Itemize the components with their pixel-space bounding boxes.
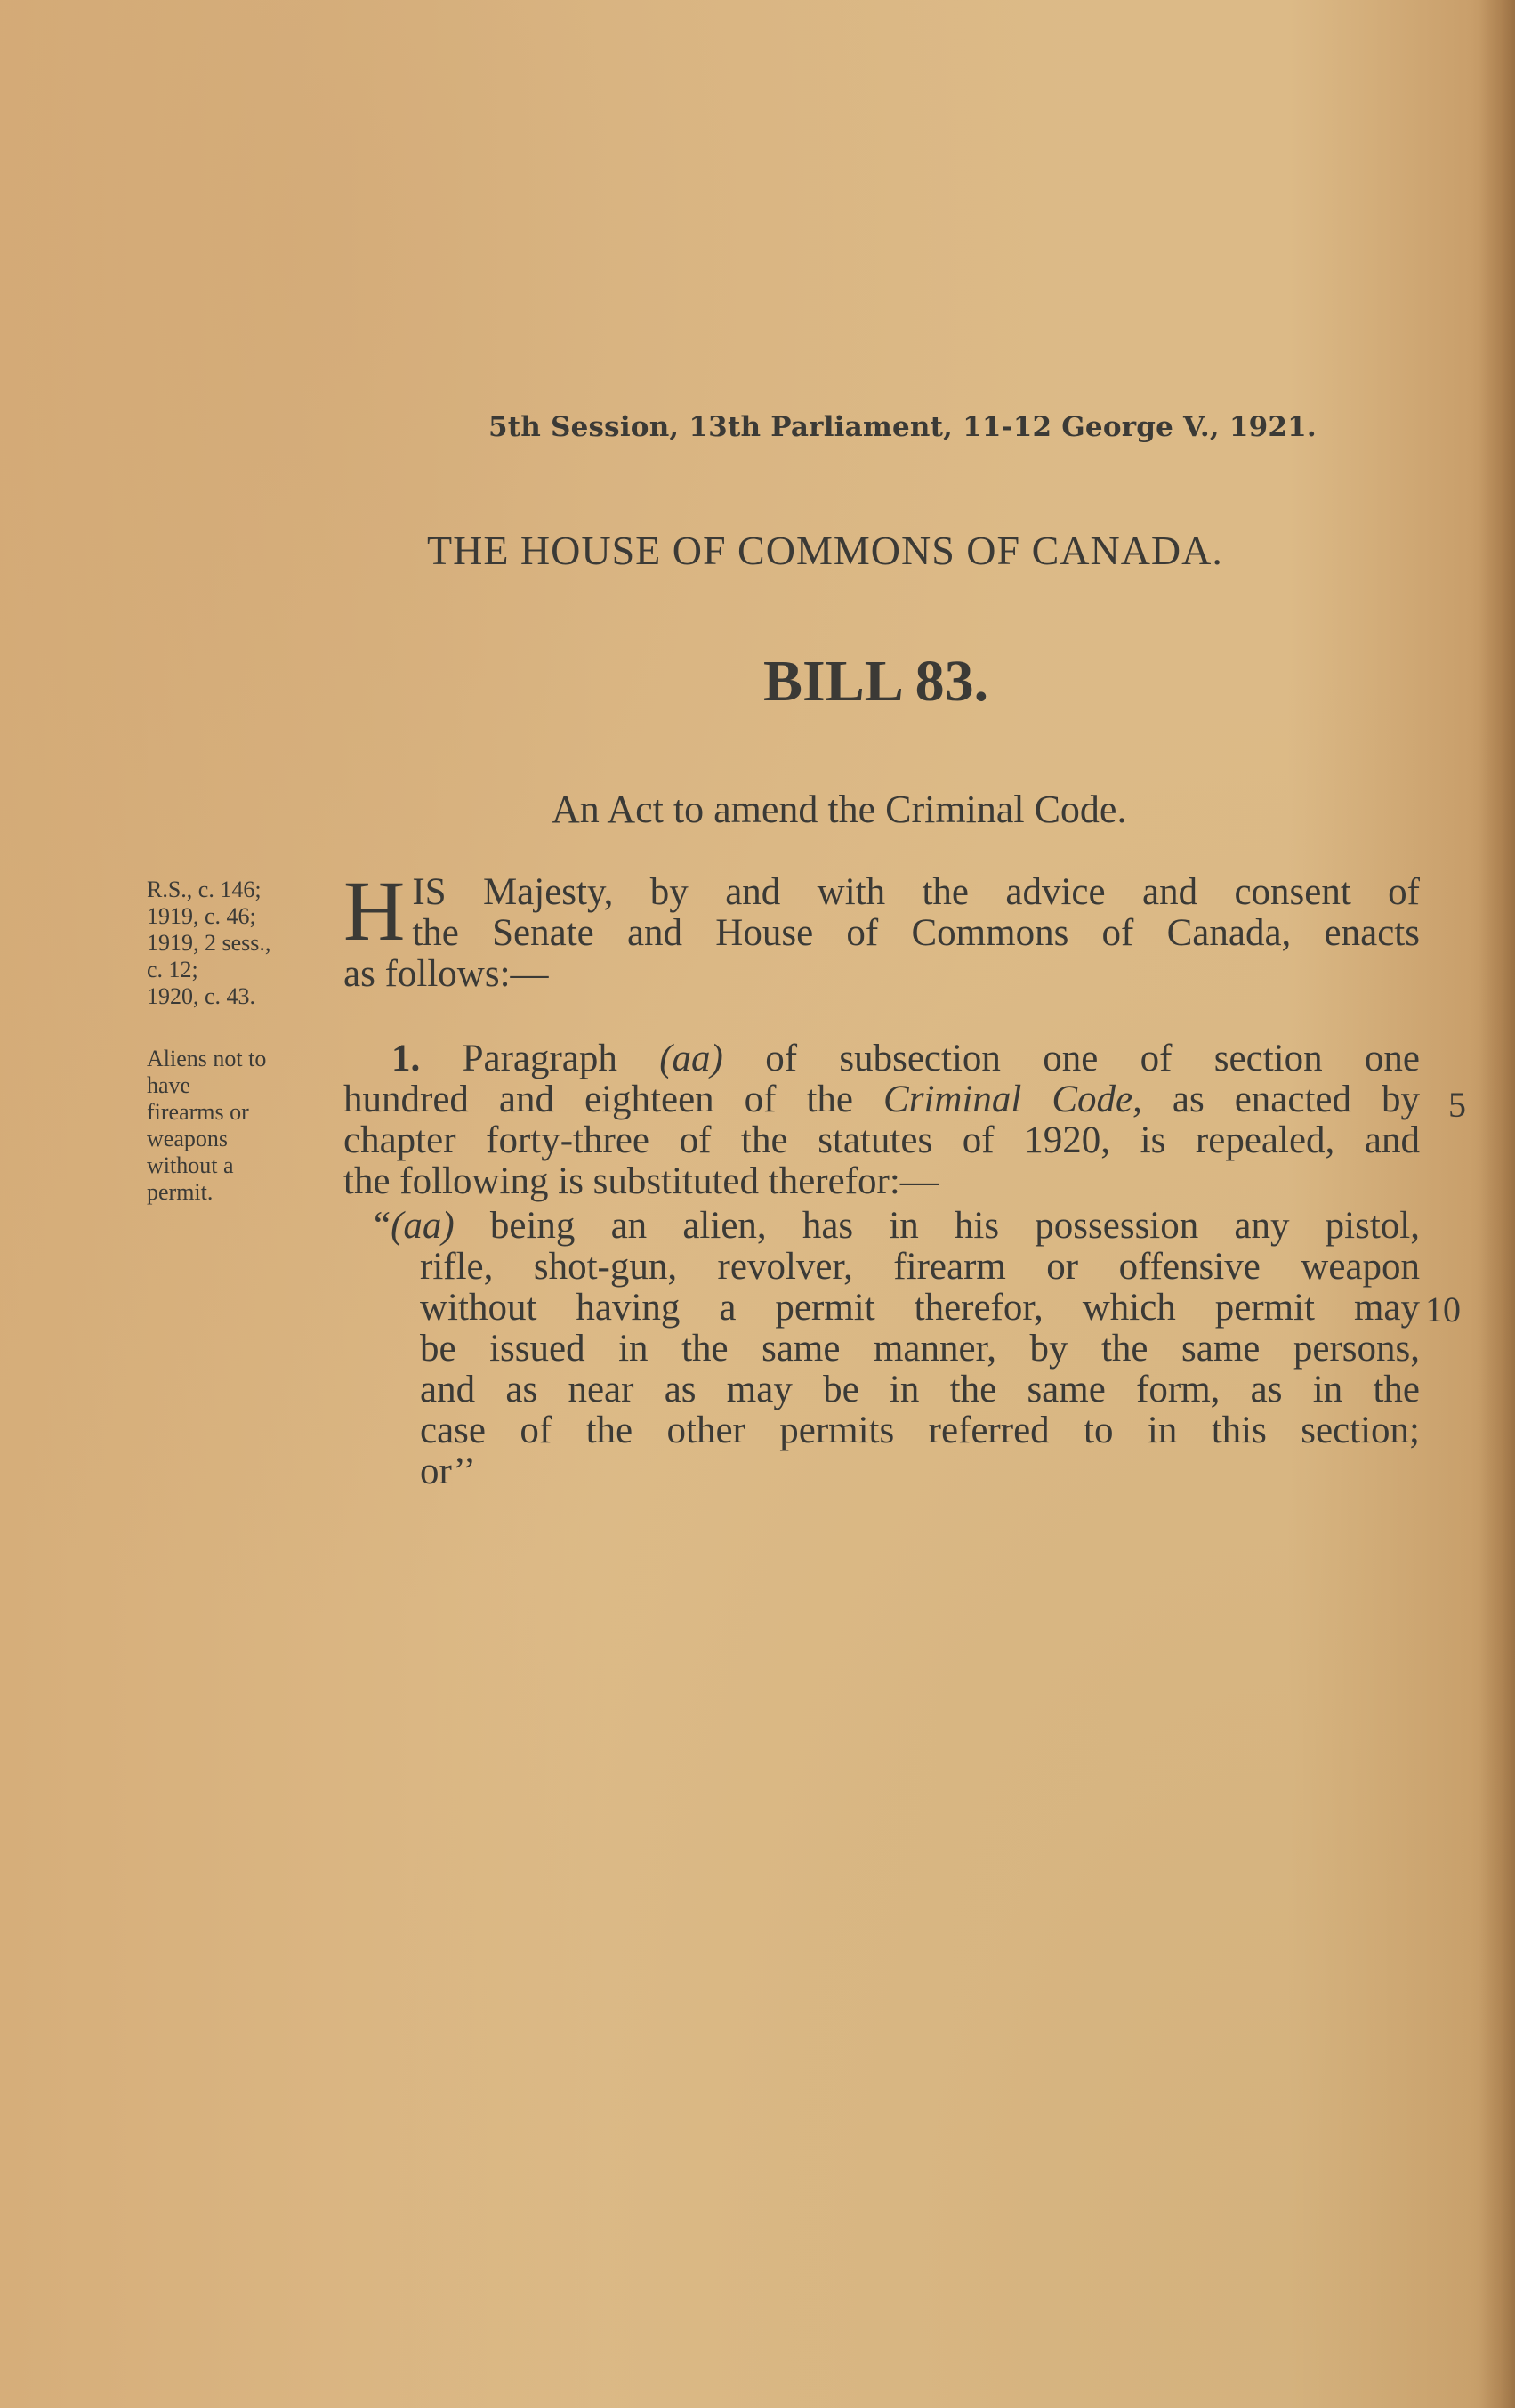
margin-aliens-line: firearms or <box>147 1099 249 1125</box>
margin-aliens-line: Aliens not to <box>147 1046 267 1071</box>
act-title: An Act to amend the Criminal Code. <box>552 788 1127 831</box>
quote-line-6: case of the other permits referred to in this section; <box>420 1410 1420 1451</box>
margin-aliens-line: weapons <box>147 1126 228 1151</box>
margin-ref-line: 1919, c. 46; <box>147 903 256 929</box>
drop-cap: H <box>343 863 406 958</box>
paragraph-ref: (aa) <box>659 1038 723 1079</box>
enacting-line-2: the Senate and House of Commons of Canada, enacts <box>412 912 1420 954</box>
section-1 <box>343 1038 1420 1202</box>
house-heading: THE HOUSE OF COMMONS OF CANADA. <box>427 528 1223 573</box>
quote-line-5: and as near as may be in the same form, as in the <box>420 1369 1420 1410</box>
section-number: 1. <box>391 1038 421 1079</box>
margin-ref-line: c. 12; <box>147 957 198 982</box>
margin-ref-line: 1919, 2 sess., <box>147 930 271 956</box>
section-1-line-2 <box>343 1079 1420 1120</box>
quote-line-4: be issued in the same manner, by the same persons, <box>420 1328 1420 1370</box>
quote-line-3: without having a permit therefor, which permit may <box>420 1287 1420 1329</box>
enacting-line-3: as follows:— <box>343 953 549 995</box>
quote-line-2: rifle, shot-gun, revolver, firearm or offensive weapon <box>420 1246 1420 1288</box>
section-text: hundred and eighteen of the <box>343 1079 884 1120</box>
quoted-paragraph <box>374 1206 1420 1492</box>
code-title: Criminal Code, <box>883 1079 1142 1120</box>
margin-ref-line: 1920, c. 43. <box>147 983 256 1009</box>
enacting-clause <box>343 863 1420 995</box>
page-edge-shadow <box>1479 0 1515 2408</box>
bill-number: BILL 83. <box>763 649 989 714</box>
section-1-line-3: chapter forty-three of the statutes of 1920, is repealed, and <box>343 1119 1420 1161</box>
quote-label: (aa) <box>391 1205 455 1247</box>
margin-note-references <box>147 877 325 1010</box>
margin-aliens-line: have <box>147 1072 191 1098</box>
margin-ref-line: R.S., c. 146; <box>147 877 262 902</box>
section-1-line-1 <box>343 1038 1420 1079</box>
quote-line-1 <box>374 1206 1420 1247</box>
quote-line-7: or’’ <box>420 1450 476 1492</box>
section-text: Paragraph <box>420 1038 660 1079</box>
section-1-line-4: the following is substituted therefor:— <box>343 1160 939 1202</box>
margin-aliens-line: without a <box>147 1152 234 1178</box>
margin-aliens-line: permit. <box>147 1179 214 1205</box>
margin-note-aliens <box>147 1046 325 1206</box>
session-heading: 5th Session, 13th Parliament, 11-12 George V., 1921. <box>488 411 1317 443</box>
line-number-10: 10 <box>1425 1289 1461 1329</box>
enacting-line-1: IS Majesty, by and with the advice and consent of <box>412 871 1420 913</box>
line-number-5: 5 <box>1448 1085 1466 1125</box>
section-text: of subsection one of section one <box>722 1038 1421 1079</box>
quote-text: being an alien, has in his possession any pistol, <box>454 1205 1420 1247</box>
open-quote: “ <box>374 1205 391 1247</box>
section-text: as enacted by <box>1141 1079 1421 1120</box>
